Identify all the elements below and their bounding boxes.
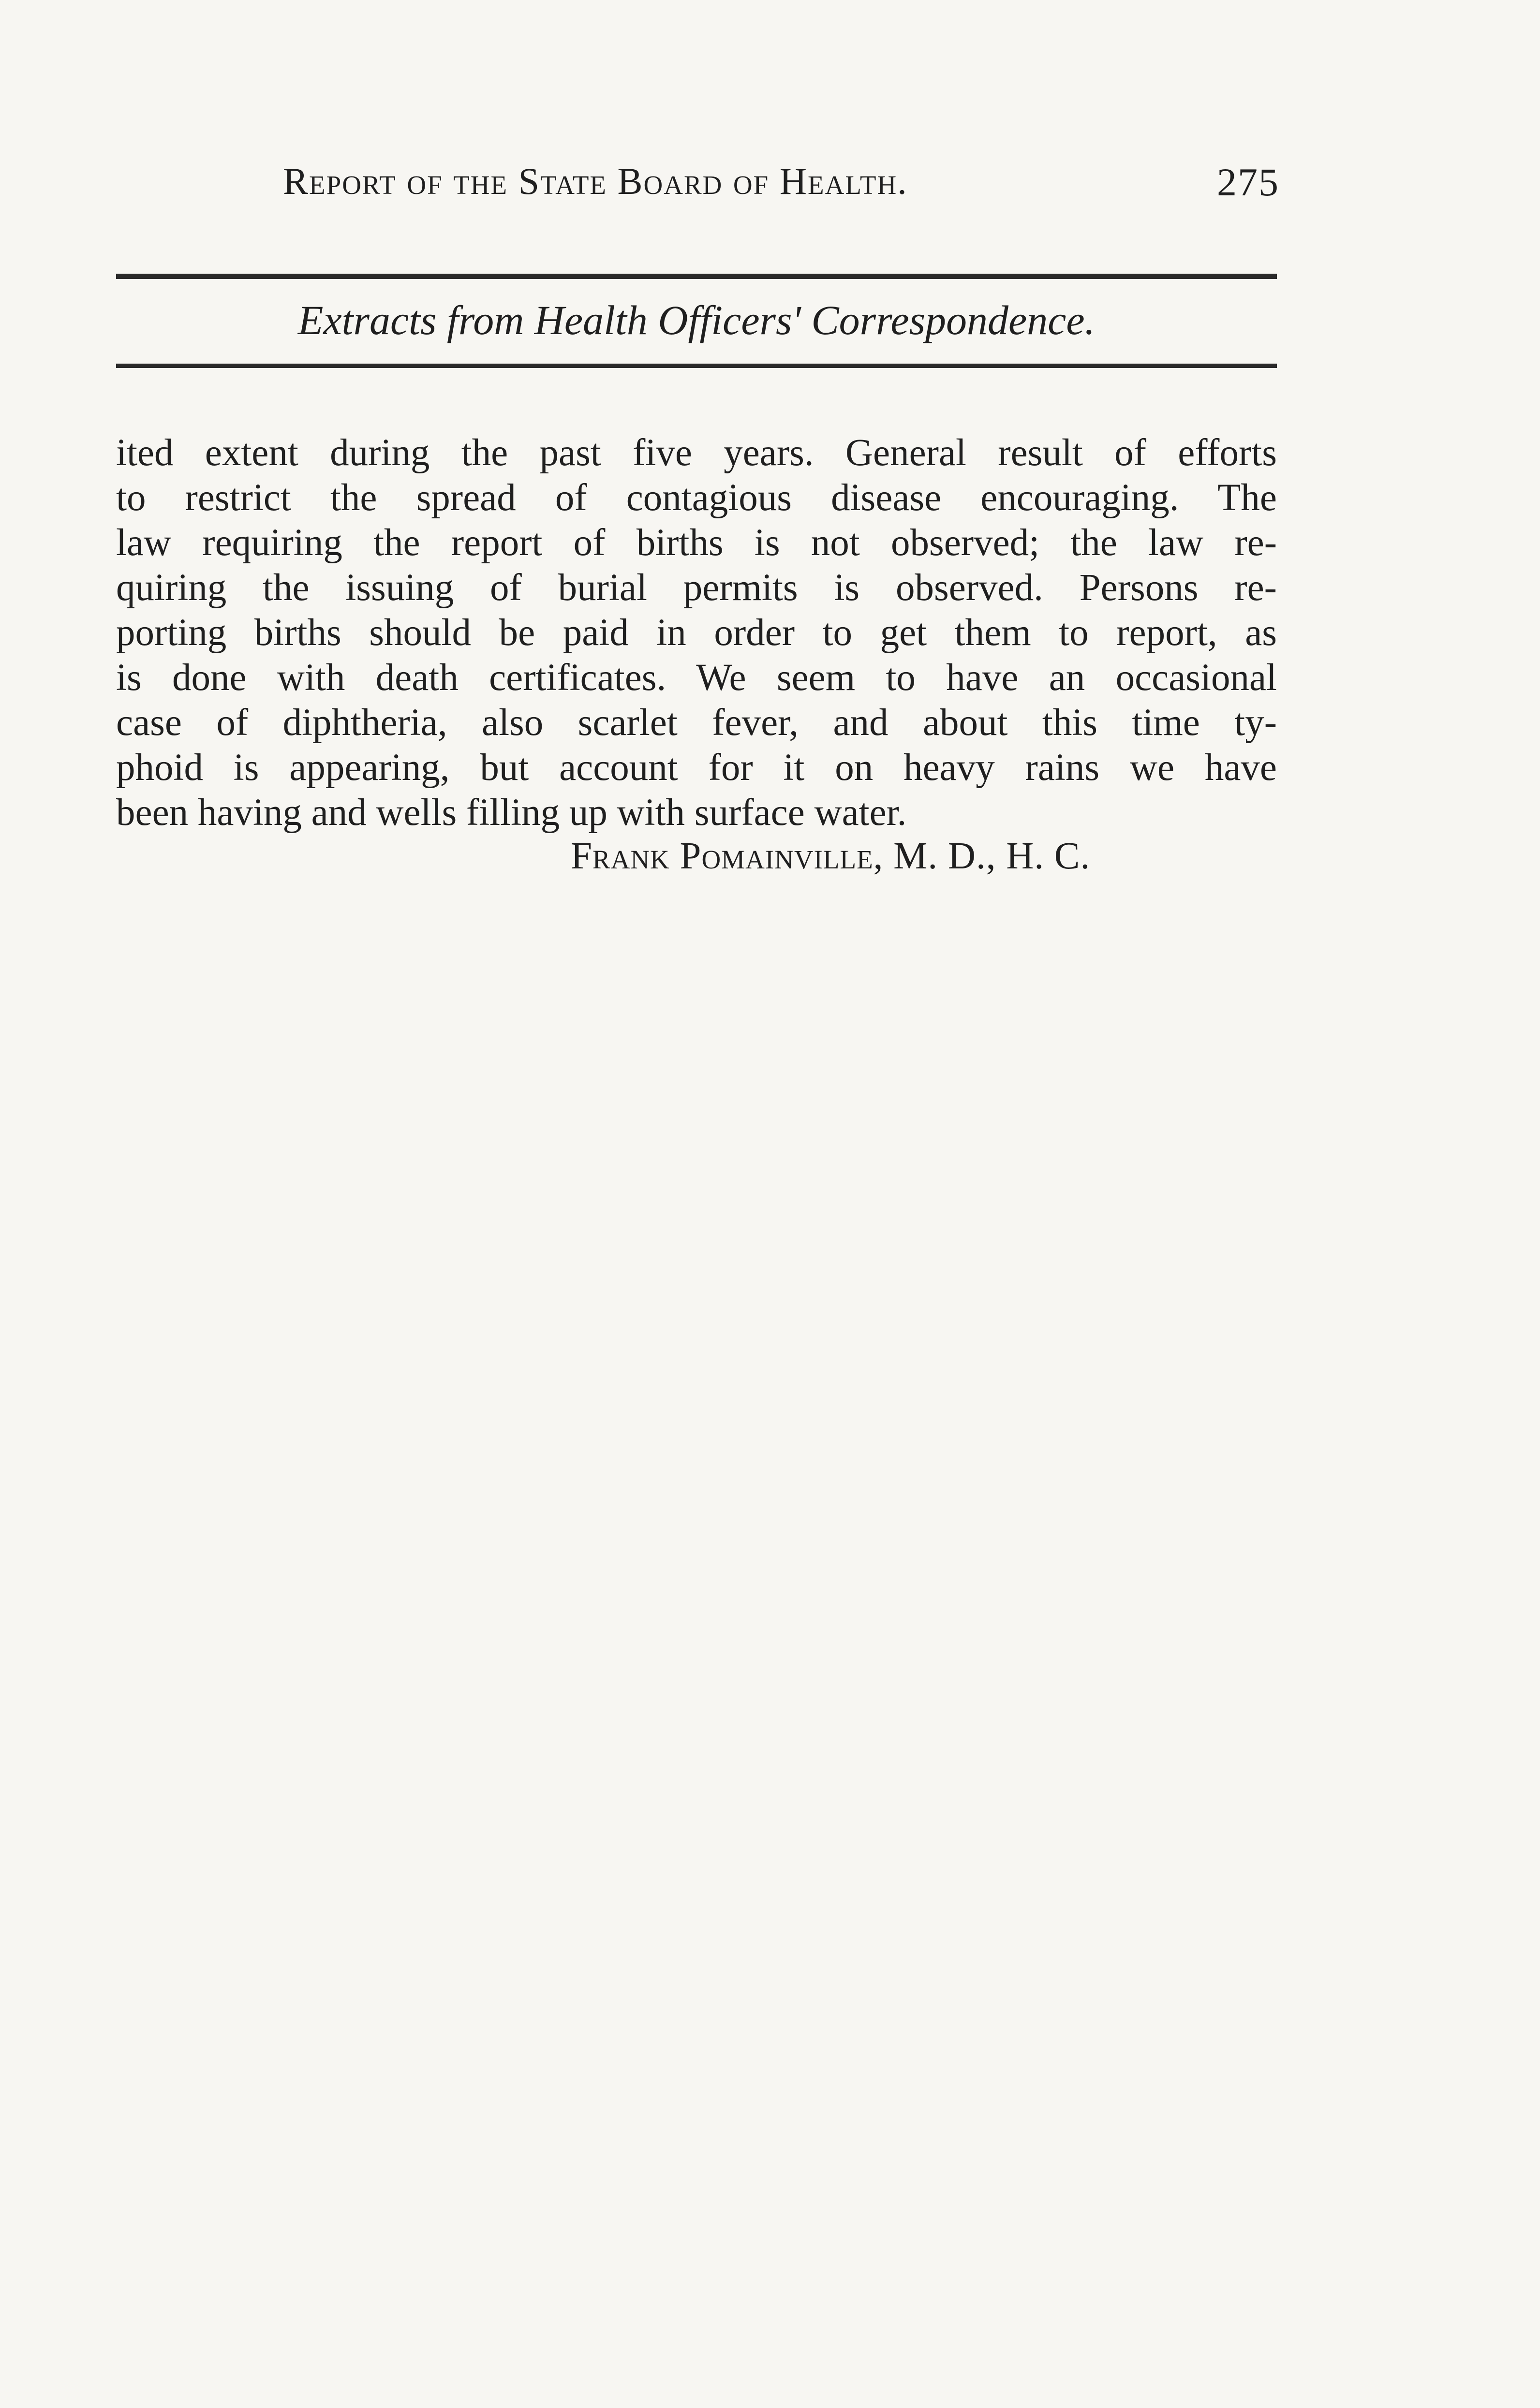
body-line: quiring the issuing of burial permits is observed. Persons re- — [116, 567, 1277, 609]
body-line: ited extent during the past five years. General result of efforts — [116, 432, 1277, 474]
top-rule — [116, 274, 1277, 279]
body-line: is done with death certificates. We seem to have an occasional — [116, 657, 1277, 699]
body-line: phoid is appearing, but account for it on heavy rains we have — [116, 747, 1277, 789]
page-number: 275 — [1217, 160, 1279, 204]
body-line: case of diphtheria, also scarlet fever, and about this time ty- — [116, 702, 1277, 744]
body-line: law requiring the report of births is not observed; the law re- — [116, 522, 1277, 564]
section-heading: Extracts from Health Officers' Correspondence. — [297, 297, 1096, 343]
bottom-rule — [116, 364, 1277, 368]
signature: Frank Pomainville, M. D., H. C. — [571, 835, 1091, 877]
body-line: porting births should be paid in order to get them to report, as — [116, 612, 1277, 654]
body-line: been having and wells filling up with surface water. — [116, 792, 907, 834]
body-paragraph — [116, 430, 1277, 835]
running-title: Report of the State Board of Health. — [283, 160, 908, 202]
running-head — [283, 160, 1279, 213]
body-line: to restrict the spread of contagious disease encouraging. The — [116, 477, 1277, 519]
